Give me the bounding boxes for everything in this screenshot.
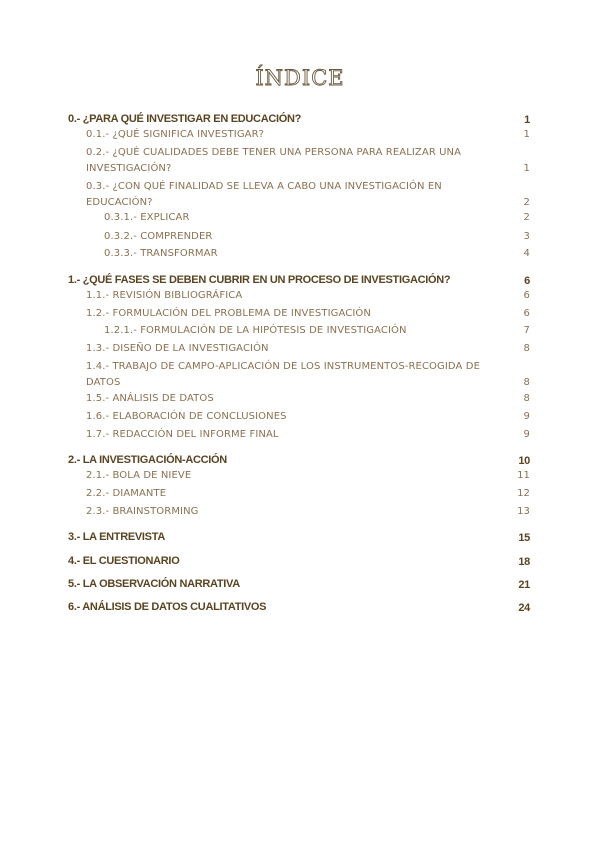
toc-entry-page: 10 xyxy=(518,455,530,467)
toc-entry[interactable] xyxy=(104,210,530,226)
toc-entry-page: 24 xyxy=(518,602,530,614)
toc-entry-page: 11 xyxy=(517,470,530,481)
toc-entry-page: 13 xyxy=(517,506,530,517)
toc-entry-page: 2 xyxy=(523,212,530,223)
toc-entry[interactable] xyxy=(68,530,530,544)
toc-entry-title: 1.2.1.- FORMULACIÓN DE LA HIPÓTESIS DE INVESTIGACIÓN xyxy=(104,325,407,336)
toc-entry[interactable] xyxy=(86,306,530,322)
toc-entry[interactable] xyxy=(86,288,530,304)
toc-entry-page: 1 xyxy=(524,114,530,126)
toc-entry-page: 8 xyxy=(523,343,530,354)
toc-entry-page: 12 xyxy=(517,488,530,499)
toc-entry-page: 18 xyxy=(518,556,530,568)
toc-entry-title: 1.6.- ELABORACIÓN DE CONCLUSIONES xyxy=(86,411,287,422)
toc-entry-title: 1.2.- FORMULACIÓN DEL PROBLEMA DE INVESTIGACIÓN xyxy=(86,308,371,319)
toc-entry-page: 1 xyxy=(523,129,530,140)
toc-entry[interactable] xyxy=(86,427,530,443)
toc-entry[interactable] xyxy=(86,127,530,143)
toc-entry[interactable] xyxy=(86,504,530,520)
toc-entry[interactable] xyxy=(86,341,530,357)
toc-entry-title: 1.7.- REDACCIÓN DEL INFORME FINAL xyxy=(86,429,279,440)
toc-entry-page: 8 xyxy=(523,377,530,388)
toc-entry-title: 5.- LA OBSERVACIÓN NARRATIVA xyxy=(68,578,240,590)
toc-entry-page: 21 xyxy=(518,579,530,591)
toc-entry-page: 4 xyxy=(523,248,530,259)
toc-entry-page: 8 xyxy=(523,393,530,404)
toc-entry-page: 1 xyxy=(523,163,530,174)
toc-entry-title: 2.3.- BRAINSTORMING xyxy=(86,506,199,517)
toc-entry-page: 2 xyxy=(523,197,530,208)
toc-entry-page: 7 xyxy=(523,325,530,336)
toc-entry[interactable] xyxy=(104,246,530,262)
toc-entry-page: 9 xyxy=(523,429,530,440)
toc-entry-title: 0.3.- ¿CON QUÉ FINALIDAD SE LLEVA A CABO UNA INVESTIGACIÓN EN EDUCACIÓN? xyxy=(86,181,442,208)
toc-entry-page: 3 xyxy=(523,231,530,242)
toc-entry-title: 1.1.- REVISIÓN BIBLIOGRÁFICA xyxy=(86,290,243,301)
toc-entry[interactable] xyxy=(86,391,530,407)
page-title: ÍNDICE xyxy=(255,66,345,90)
toc-entry-title: 2.1.- BOLA DE NIEVE xyxy=(86,470,192,481)
toc-entry-page: 6 xyxy=(523,290,530,301)
toc-entry-title: 4.- EL CUESTIONARIO xyxy=(68,555,180,567)
toc-entry-title: 1.3.- DISEÑO DE LA INVESTIGACIÓN xyxy=(86,343,269,354)
toc-entry-title: 1.4.- TRABAJO DE CAMPO-APLICACIÓN DE LOS INSTRUMENTOS-RECOGIDA DE DATOS xyxy=(86,361,480,388)
toc-entry-title: 0.3.2.- COMPRENDER xyxy=(104,231,213,242)
toc-entry[interactable] xyxy=(86,359,530,391)
toc-entry[interactable] xyxy=(86,486,530,502)
toc-entry[interactable] xyxy=(68,554,530,568)
toc-entry[interactable] xyxy=(86,145,530,177)
toc-entry[interactable] xyxy=(104,323,530,339)
toc-entry-page: 6 xyxy=(524,275,530,287)
toc-entry-page: 6 xyxy=(523,308,530,319)
toc-entry-title: 0.3.3.- TRANSFORMAR xyxy=(104,248,218,259)
toc-entry[interactable] xyxy=(68,453,530,467)
toc-entry-title: 2.2.- DIAMANTE xyxy=(86,488,167,499)
toc-entry-title: 0.1.- ¿QUÉ SIGNIFICA INVESTIGAR? xyxy=(86,129,265,140)
toc-entry[interactable] xyxy=(86,468,530,484)
toc-entry[interactable] xyxy=(86,409,530,425)
toc-entry[interactable] xyxy=(68,273,530,287)
toc-entry-title: 6.- ANÁLISIS DE DATOS CUALITATIVOS xyxy=(68,601,267,613)
toc-entry[interactable] xyxy=(68,112,530,126)
toc-entry-title: 2.- LA INVESTIGACIÓN-ACCIÓN xyxy=(68,454,227,466)
toc-entry-title: 3.- LA ENTREVISTA xyxy=(68,531,165,543)
toc-entry[interactable] xyxy=(68,600,530,614)
toc-entry[interactable] xyxy=(104,229,530,245)
toc-entry-title: 1.- ¿QUÉ FASES SE DEBEN CUBRIR EN UN PROCESO DE INVESTIGACIÓN? xyxy=(68,274,451,286)
toc-entry-title: 0.3.1.- EXPLICAR xyxy=(104,212,190,223)
toc-entry-page: 15 xyxy=(518,532,530,544)
toc-entry-title: 1.5.- ANÁLISIS DE DATOS xyxy=(86,393,214,404)
toc-entry[interactable] xyxy=(86,179,530,211)
toc-entry[interactable] xyxy=(68,577,530,591)
toc-entry-page: 9 xyxy=(523,411,530,422)
toc-entry-title: 0.- ¿PARA QUÉ INVESTIGAR EN EDUCACIÓN? xyxy=(68,113,302,125)
toc-entry-title: 0.2.- ¿QUÉ CUALIDADES DEBE TENER UNA PERSONA PARA REALIZAR UNA INVESTIGACIÓN? xyxy=(86,147,462,174)
